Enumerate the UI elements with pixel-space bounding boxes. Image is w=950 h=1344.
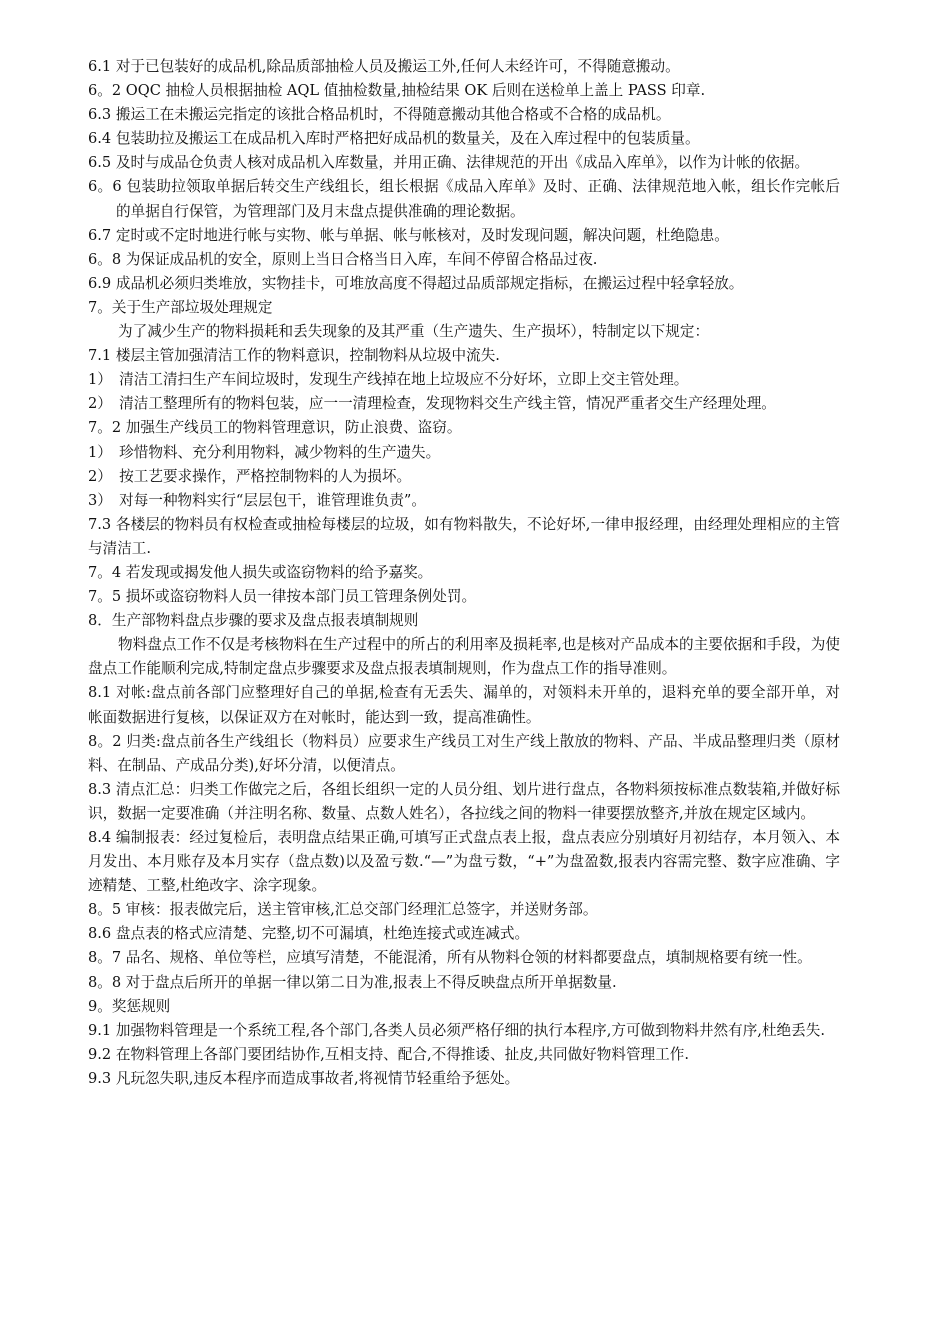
paragraph: 8。8 对于盘点后所开的单据一律以第二日为准,报表上不得反映盘点所开单据数量.	[88, 973, 617, 991]
paragraph: 7。4 若发现或揭发他人损失或盗窃物料的给予嘉奖。	[88, 563, 433, 581]
paragraph: 8。2 归类:盘点前各生产线组长（物料员）应要求生产线员工对生产线上散放的物料、产品、半成品整理归类（原材料、在制品、产成品分类),好坏分清，以便清点。	[88, 732, 840, 774]
paragraph: 9.3 凡玩忽失职,违反本程序而造成事故者,将视情节轻重给予惩处。	[88, 1069, 520, 1087]
paragraph: 物料盘点工作不仅是考核物料在生产过程中的所占的利用率及损耗率,也是核对产品成本的主要依据和手段，为使盘点工作能顺利完成,特制定盘点步骤要求及盘点报表填制规则，作为盘点工作的指导准则。	[88, 636, 840, 678]
paragraph: 9。奖惩规则	[88, 997, 171, 1015]
paragraph: 7。2 加强生产线员工的物料管理意识，防止浪费、盗窃。	[88, 419, 462, 437]
paragraph: 8.6 盘点表的格式应清楚、完整,切不可漏填，杜绝连接式或连减式。	[88, 925, 530, 943]
paragraph: 8.3 清点汇总：归类工作做完之后，各组长组织一定的人员分组、划片进行盘点，各物料须按标准点数装箱,并做好标识，数据一定要准确（并注明名称、数量、点数人姓名），各拉线之间的物料一律要摆放整齐,并放在规定区域内。	[88, 780, 840, 822]
paragraph: 2） 按工艺要求操作，严格控制物料的人为损坏。	[88, 467, 412, 485]
paragraph: 6.3 搬运工在未搬运完指定的该批合格品机时，不得随意搬动其他合格或不合格的成品机。	[88, 106, 671, 124]
paragraph: 9.1 加强物料管理是一个系统工程,各个部门,各类人员必须严格仔细的执行本程序,方可做到物料井然有序,杜绝丢失.	[88, 1021, 825, 1039]
paragraph: 6.7 定时或不定时地进行帐与实物、帐与单据、帐与帐核对，及时发现问题，解决问题，杜绝隐患。	[88, 226, 729, 244]
paragraph: 7。5 损坏或盗窃物料人员一律按本部门员工管理条例处罚。	[88, 588, 477, 606]
document-body	[88, 55, 840, 1091]
paragraph: 8。5 审核：报表做完后，送主管审核,汇总交部门经理汇总签字，并送财务部。	[88, 901, 598, 919]
paragraph: 1） 清洁工清扫生产车间垃圾时，发现生产线掉在地上垃圾应不分好坏，立即上交主管处理。	[88, 371, 689, 389]
paragraph: 6。2 OQC 抽检人员根据抽检 AQL 值抽检数量,抽检结果 OK 后则在送检单上盖上 PASS 印章.	[88, 82, 706, 100]
paragraph: 6。8 为保证成品机的安全，原则上当日合格当日入库，车间不停留合格品过夜.	[88, 250, 598, 268]
paragraph: 6.9 成品机必须归类堆放，实物挂卡，可堆放高度不得超过品质部规定指标，在搬运过程中轻拿轻放。	[88, 274, 744, 292]
paragraph: 1） 珍惜物料、充分利用物料，减少物料的生产遗失。	[88, 443, 441, 461]
paragraph: 8.4 编制报表：经过复检后，表明盘点结果正确,可填写正式盘点表上报，盘点表应分别填好月初结存，本月领入、本月发出、本月账存及本月实存（盘点数)以及盈亏数.“—”为盘亏数，“+”为盘盈数,报表内容需完整、数字应准确、字迹精楚、工整,杜绝改字、涂字现象。	[88, 829, 840, 895]
paragraph: 7.3 各楼层的物料员有权检查或抽检每楼层的垃圾，如有物料散失，不论好坏,一律申报经理，由经理处理相应的主管与清洁工.	[88, 515, 840, 557]
paragraph: 为了减少生产的物料损耗和丢失现象的及其严重（生产遗失、生产损坏），特制定以下规定：	[118, 323, 710, 341]
paragraph: 2） 清洁工整理所有的物料包装，应一一清理检查，发现物料交生产线主管，情况严重者交生产经理处理。	[88, 395, 776, 413]
paragraph: 6.5 及时与成品仓负责人核对成品机入库数量，并用正确、法律规范的开出《成品入库单》，以作为计帐的依据。	[88, 154, 810, 172]
paragraph: 8．生产部物料盘点步骤的要求及盘点报表填制规则	[88, 612, 419, 630]
paragraph: 9.2 在物料管理上各部门要团结协作,互相支持、配合,不得推诿、扯皮,共同做好物料管理工作.	[88, 1045, 689, 1063]
paragraph: 6.4 包装助拉及搬运工在成品机入库时严格把好成品机的数量关，及在入库过程中的包装质量。	[88, 130, 700, 148]
paragraph: 6.1 对于已包装好的成品机,除品质部抽检人员及搬运工外,任何人未经许可，不得随意搬动。	[88, 58, 680, 75]
paragraph: 7.1 楼层主管加强清洁工作的物料意识，控制物料从垃圾中流失.	[88, 347, 500, 365]
paragraph: 3） 对每一种物料实行“层层包干，谁管理谁负责”。	[88, 491, 426, 509]
paragraph: 6。6 包装助拉领取单据后转交生产线组长，组长根据《成品入库单》及时、正确、法律规范地入帐，组长作完帐后的单据自行保管，为管理部门及月末盘点提供准确的理论数据。	[88, 178, 840, 220]
paragraph: 8.1 对帐:盘点前各部门应整理好自己的单据,检查有无丢失、漏单的，对领料未开单的，退料充单的要全部开单，对帐面数据进行复核，以保证双方在对帐时，能达到一致，提高准确性。	[88, 684, 840, 726]
paragraph: 8。7 品名、规格、单位等栏，应填写清楚，不能混淆，所有从物料仓领的材料都要盘点，填制规格要有统一性。	[88, 949, 812, 967]
paragraph: 7。关于生产部垃圾处理规定	[88, 298, 273, 316]
